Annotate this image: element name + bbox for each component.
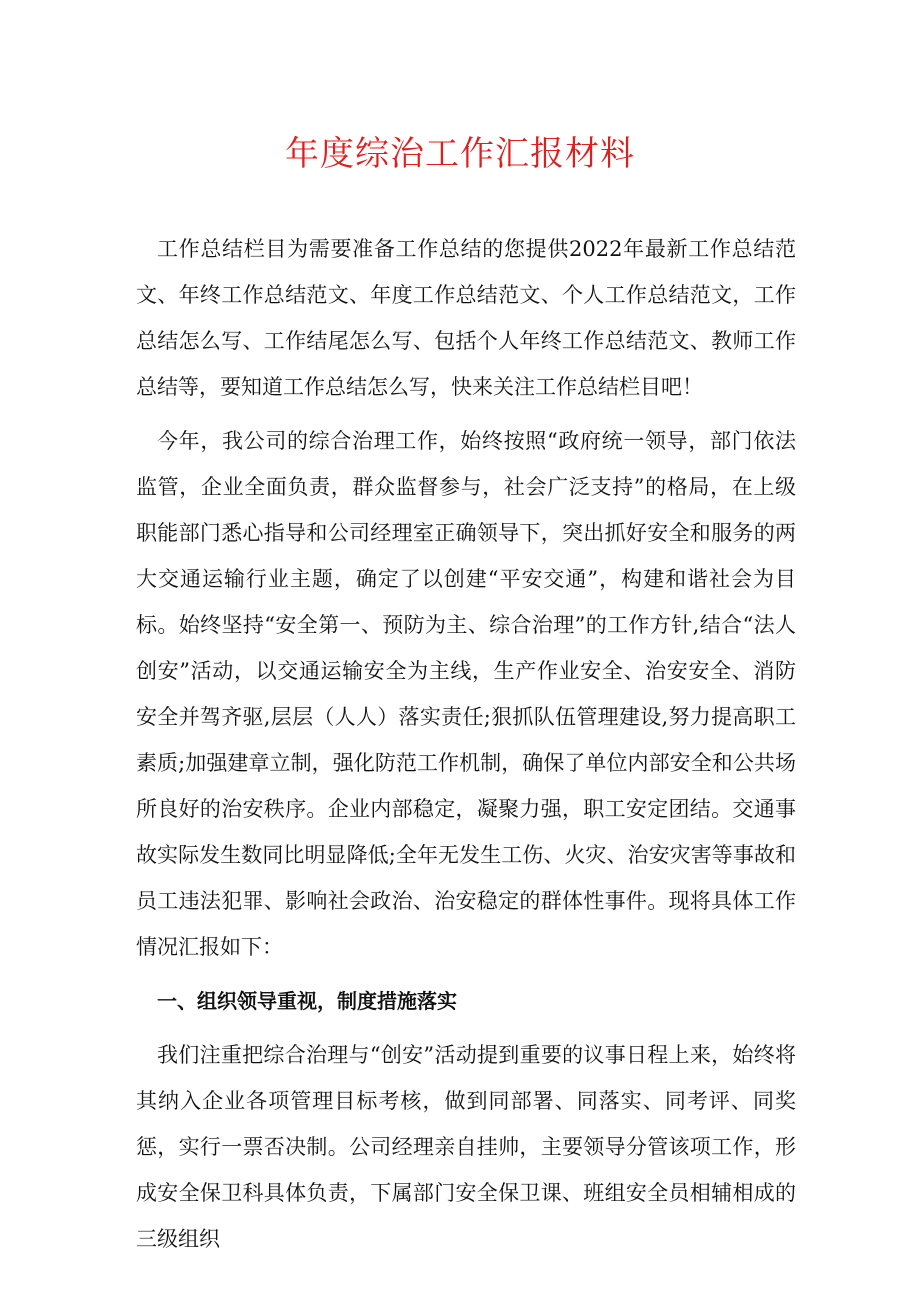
section-heading: 一、组织领导重视，制度措施落实 xyxy=(157,989,457,1013)
intro-paragraph: 工作总结栏目为需要准备工作总结的您提供2022年最新工作总结范文、年终工作总结范文、年度工作总结范文、个人工作总结范文，工作总结怎么写、工作结尾怎么写、包括个人年终工作总结范文、教师工作总结等，要知道工作总结怎么写，快来关注工作总结栏目吧！ xyxy=(136,237,796,399)
document-body xyxy=(136,226,796,1270)
summary-paragraph: 今年，我公司的综合治理工作，始终按照“政府统一领导，部门依法监管，企业全面负责，群众监督参与，社会广泛支持”的格局，在上级职能部门悉心指导和公司经理室正确领导下，突出抓好安全和服务的两大交通运输行业主题，确定了以创建“平安交通”，构建和谐社会为目标。始终坚持“安全第一、预防为主、综合治理”的工作方针,结合“法人创安”活动，以交通运输安全为主线，生产作业安全、治安安全、消防安全并驾齐驱,层层（人人）落实责任;狠抓队伍管理建设,努力提高职工素质;加强建章立制，强化防范工作机制，确保了单位内部安全和公共场所良好的治安秩序。企业内部稳定，凝聚力强，职工安定团结。交通事故实际发生数同比明显降低;全年无发生工伤、火灾、治安灾害等事故和员工违法犯罪、影响社会政治、治安稳定的群体性事件。现将具体工作情况汇报如下： xyxy=(136,429,796,959)
document-title: 年度综治工作汇报材料 xyxy=(285,134,635,174)
section-paragraph: 我们注重把综合治理与“创安”活动提到重要的议事日程上来，始终将其纳入企业各项管理目标考核，做到同部署、同落实、同考评、同奖惩，实行一票否决制。公司经理亲自挂帅，主要领导分管该项工作，形成安全保卫科具体负责，下属部门安全保卫课、班组安全员相辅相成的三级组织 xyxy=(136,1043,796,1251)
